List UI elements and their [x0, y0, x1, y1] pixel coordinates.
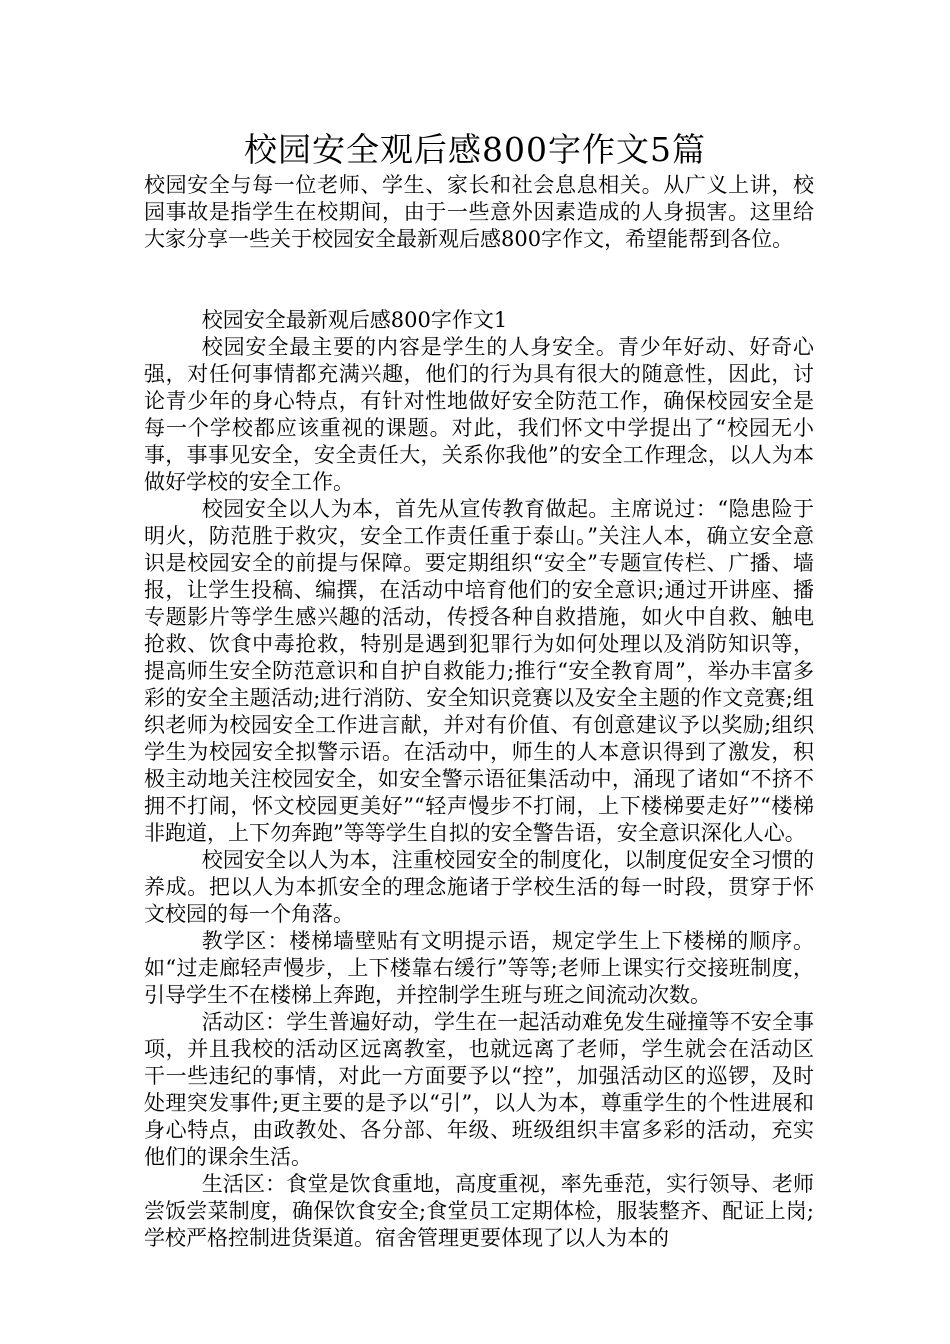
- section-heading: 校园安全最新观后感800字作文1: [201, 308, 508, 332]
- document-body: [144, 172, 814, 1252]
- intro-paragraph: 校园安全与每一位老师、学生、家长和社会息息相关。从广义上讲，校园事故是指学生在校期间，由于一些意外因素造成的人身损害。这里给大家分享一些关于校园安全最新观后感800字作文，希望能帮到各位。: [144, 173, 814, 251]
- document-title: 校园安全观后感800字作文5篇: [244, 130, 706, 169]
- body-paragraph-2: 校园安全以人为本，首先从宣传教育做起。主席说过：“隐患险于明火，防范胜于救灾，安全工作责任重于泰山。”关注人本，确立安全意识是校园安全的前提与保障。要定期组织“安全”专题宣传栏、广播、墙报，让学生投稿、编撰，在活动中培育他们的安全意识;通过开讲座、播专题影片等学生感兴趣的活动，传授各种自救措施，如火中自救、触电抢救、饮食中毒抢救，特别是遇到犯罪行为如何处理以及消防知识等，提高师生安全防范意识和自护自救能力;推行“安全教育周”，举办丰富多彩的安全主题活动;进行消防、安全知识竞赛以及安全主题的作文竞赛;组织老师为校园安全工作进言献，并对有价值、有创意建议予以奖励;组织学生为校园安全拟警示语。在活动中，师生的人本意识得到了激发，积极主动地关注校园安全，如安全警示语征集活动中，涌现了诸如“不挤不拥不打闹，怀文校园更美好”“轻声慢步不打闹，上下楼梯要走好”“楼梯非跑道，上下勿奔跑”等等学生自拟的安全警告语，安全意识深化人心。: [144, 497, 814, 845]
- body-paragraph-6: 生活区：食堂是饮食重地，高度重视，率先垂范，实行领导、老师尝饭尝菜制度，确保饮食安全;食堂员工定期体检，服装整齐、配证上岗;学校严格控制进货渠道。宿舍管理更要体现了以人为本的: [144, 1172, 814, 1250]
- body-paragraph-3: 校园安全以人为本，注重校园安全的制度化，以制度促安全习惯的养成。把以人为本抓安全的理念施诸于学校生活的每一时段，贯穿于怀文校园的每一个角落。: [144, 848, 814, 926]
- body-paragraph-4: 教学区：楼梯墙壁贴有文明提示语，规定学生上下楼梯的顺序。如“过走廊轻声慢步，上下楼靠右缓行”等等;老师上课实行交接班制度，引导学生不在楼梯上奔跑，并控制学生班与班之间流动次数。: [144, 929, 814, 1007]
- paragraph-gap: [144, 253, 814, 307]
- body-paragraph-5: 活动区：学生普遍好动，学生在一起活动难免发生碰撞等不安全事项，并且我校的活动区远离教室，也就远离了老师，学生就会在活动区干一些违纪的事情，对此一方面要予以“控”，加强活动区的巡锣，及时处理突发事件;更主要的是予以“引”，以人为本，尊重学生的个性进展和身心特点，由政教处、各分部、年级、班级组织丰富多彩的活动，充实他们的课余生活。: [144, 1010, 814, 1169]
- body-paragraph-1: 校园安全最主要的内容是学生的人身安全。青少年好动、好奇心强，对任何事情都充满兴趣，他们的行为具有很大的随意性，因此，讨论青少年的身心特点，有针对性地做好安全防范工作，确保校园安全是每一个学校都应该重视的课题。对此，我们怀文中学提出了“校园无小事，事事见安全，安全责任大，关系你我他”的安全工作理念，以人为本做好学校的安全工作。: [144, 335, 814, 494]
